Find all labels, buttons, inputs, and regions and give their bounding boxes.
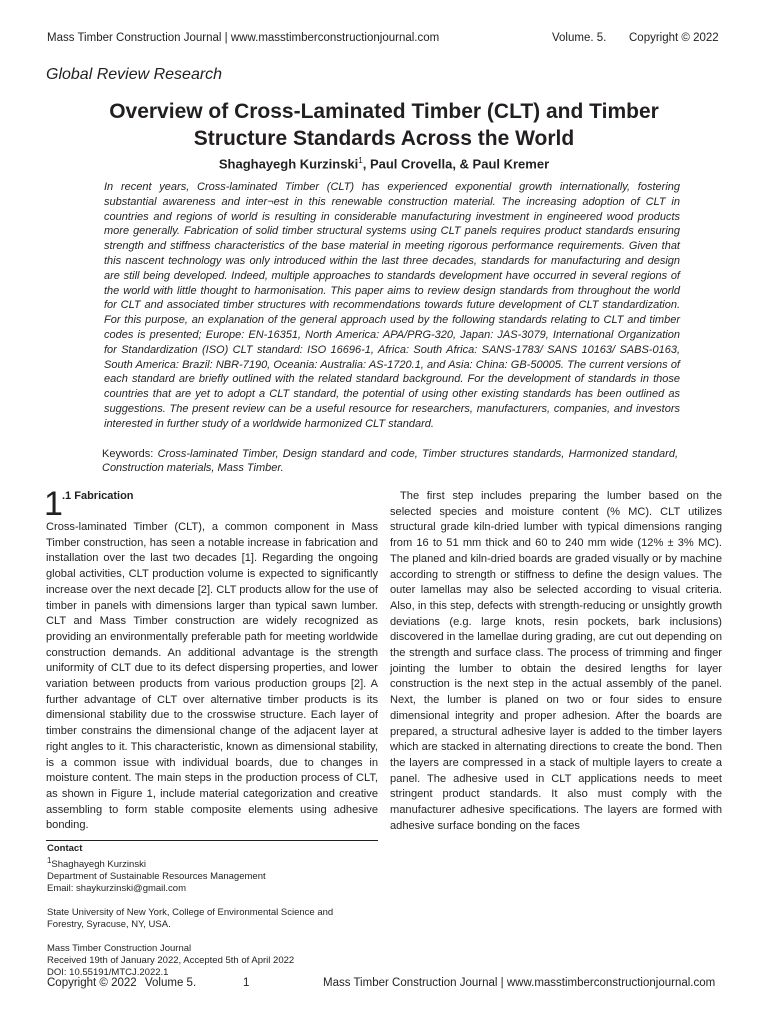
- contact-journal: Mass Timber Construction Journal: [47, 943, 192, 955]
- footer-volume: Volume 5.: [145, 977, 197, 989]
- keywords-text: Cross-laminated Timber, Design standard and code, Timber structures standards, Harmonized standard, Construction materials, Mass Timber.: [102, 448, 678, 474]
- header-journal-link[interactable]: Mass Timber Construction Journal | www.masstimberconstructionjournal.com: [47, 32, 440, 44]
- contact-department: Department of Sustainable Resources Management: [47, 871, 266, 883]
- contact-doi[interactable]: DOI: 10.55191/MTCJ.2022.1: [47, 967, 169, 979]
- title-line-2: Structure Standards Across the World: [193, 127, 575, 150]
- contact-sup: 1: [47, 856, 52, 865]
- keywords-label: Keywords:: [102, 448, 154, 460]
- article-category: Global Review Research: [46, 66, 223, 83]
- footer-copyright: Copyright © 2022: [47, 977, 137, 989]
- contact-address-1: State University of New York, College of Environmental Science and: [47, 907, 334, 919]
- authors: [40, 156, 728, 171]
- header-volume: Volume. 5.: [552, 32, 607, 44]
- header-copyright: Copyright © 2022: [629, 32, 719, 44]
- section-title: .1 Fabrication: [62, 490, 134, 502]
- contact-email[interactable]: Email: shaykurzinski@gmail.com: [47, 883, 186, 895]
- author-first: Shaghayegh Kurzinski: [218, 156, 359, 172]
- contact-name: [47, 855, 377, 871]
- footer-journal-link[interactable]: Mass Timber Construction Journal | www.masstimberconstructionjournal.com: [323, 977, 716, 989]
- abstract: In recent years, Cross-laminated Timber (CLT) has experienced exponential growth internationally, fostering substantial awareness and inter¬est in this renewable construction material. The increasing adoption of CLT in countries and regions of world is resulting in considerable manufacturing investment in engineered wood products more generally. Fabrication of solid timber structural systems using CLT panels requires product standards ensuring strength and stiffness characteristics of the base material in meeting rigorous performance requirements. Given that this nascent technology was only introduced within the last three decades, standards for manufacturing and design are still being developed. Indeed, multiple approaches to standards development have occurred in several regions of the world with little thought to harmonisation. This paper aims to review design standards from throughout the world for CLT and associated timber structures with recommendations towards future development of CLT standardization. For this purpose, an explanation of the general approach used by the following standards relating to CLT and timber codes is presented; Europe: EN-16351, North America: APA/PRG-320, Japan: JAS-3079, International Organization for Standardization (ISO) CLT standard: ISO 16696-1, Africa: South Africa: SANS-1783/ SANS 10163/ SABS-0163, South America: Brazil: NBR-7190, Oceania: Australia: AS-1720.1, and Asia: China: GB-50005. The current versions of each standard are briefly outlined with the related standard background. For the development of standards in those countries that are yet to adopt a CLT standard, the potential of using other existing standards has been outlined as suggestions. The present review can be a useful resource for researchers, manufacturers, companies, and investors interested in further study of a worldwide harmonized CLT standard.: [104, 181, 680, 430]
- contact-divider: [46, 840, 378, 841]
- contact-block: [47, 843, 377, 979]
- article-title: [40, 98, 728, 152]
- author-rest: , Paul Crovella, & Paul Kremer: [362, 156, 550, 172]
- page-number: 1: [243, 977, 250, 989]
- keywords: [102, 448, 678, 475]
- section-number: 1: [44, 485, 63, 523]
- contact-received: Received 19th of January 2022, Accepted 5th of April 2022: [47, 955, 295, 967]
- body-column-left: Cross-laminated Timber (CLT), a common component in Mass Timber construction, has seen a notable increase in fabrication and installation over the last two decades [1]. Regarding the ongoing global activities, CLT production volume is expected to significantly increase over the next decade [2]. CLT products allow for the use of timber in panels with dimensions larger than typical sawn lumber. CLT and Mass Timber construction are widely recognized as providing an environmentally preferable path for meeting worldwide construction demands. An additional advantage is the strength uniformity of CLT due to its defect dispersing properties, and lower variation between products from various production groups [2]. A further advantage of CLT over alternative timber products is its dimensional stability due to the crosswise structure. Each layer of timber constrains the dimensional change of the adjacent layer at right angles to it. This characteristic, known as dimensional stability, is a common issue with individual boards, due to changes in moisture content. The main steps in the production process of CLT, as shown in Figure 1, include material categorization and creative assembling to form stable composite elements using adhesive bonding.: [46, 521, 378, 832]
- title-line-1: Overview of Cross-Laminated Timber (CLT) and Timber: [109, 100, 659, 123]
- body-column-right: The first step includes preparing the lumber based on the selected species and moisture content (% MC). CLT utilizes structural grade kiln-dried lumber with typical dimensions ranging from 16 to 51 mm thick and 60 to 240 mm wide (12% ± 3% MC). The planed and kiln-dried boards are graded visually or by machine according to strength or stiffness to define the design values. The outer lamellas may also be selected according to visual criteria. Also, in this step, defects with strength-reducing or unsightly growth deviations (e.g. large knots, resin pockets, bark inclusions) discovered in the lamellae during grading, are cut out depending on the strength and surface class. The process of trimming and finger jointing the lumber to obtain the desired lengths for layer construction is the next step in the actual assembly of the panel. Next, the lumber is planed on two or four sides to ensure dimensional integrity and proper adhesion. After the boards are prepared, a structural adhesive layer is added to the timber layers which are stacked in alternating directions to create the bond. Then the layers are compressed in a stack of multiple layers to create a panel. The adhesive used in CLT applications needs to meet stringent product standards. It also must comply with the manufacturer adhesive specifications. The layers are formed with adhesive surface bonding on the faces: [390, 490, 722, 832]
- contact-label: Contact: [47, 843, 83, 854]
- author-affiliation-marker: 1: [358, 156, 363, 165]
- contact-address-2: Forestry, Syracuse, NY, USA.: [47, 919, 171, 931]
- contact-name-text: Shaghayegh Kurzinski: [51, 859, 146, 871]
